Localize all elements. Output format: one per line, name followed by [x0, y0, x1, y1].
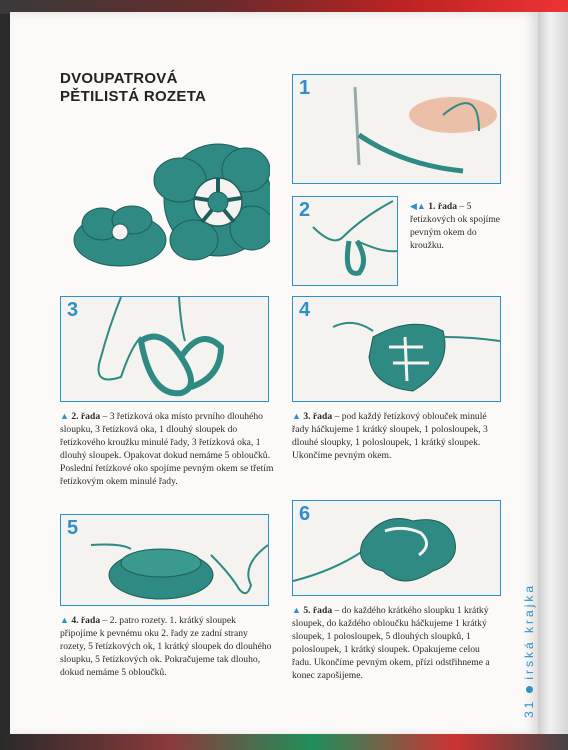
step-5-number: 5 [67, 517, 79, 539]
caption-4-body: – 2. patro rozety. 1. krátký sloupek připojíme k pevnému oku 2. řady ze zadní strany rozety, 5 řetízkových ok, 1 krátký sloupek do dlouhého sloupku, 5 řetízkových ok. Pokračujeme tak dlouho, dokud nemáme 5 obloučků. [60, 615, 272, 678]
book-edge-bottom [0, 734, 568, 750]
title-line-2: PĚTILISTÁ ROZETA [60, 88, 207, 105]
page-title [60, 70, 206, 106]
caption-marker-icon: ▲ [60, 615, 69, 625]
step-5-frame [60, 514, 269, 606]
step-5-photo [61, 515, 268, 605]
step-3-number: 3 [67, 299, 79, 321]
caption-3-body: – pod každý řetízkový oblouček minulé řady háčkujeme 1 krátký sloupek, 1 polosloupek, 3 dlouhé sloupky, 1 polosloupek, 1 krátký sloupek. Ukončíme pevným okem. [292, 411, 488, 461]
bullet-dot-icon [526, 686, 533, 693]
step-1-frame [292, 74, 501, 184]
step-1-number: 1 [299, 77, 311, 99]
step-6-number: 6 [299, 503, 311, 525]
caption-marker-icon: ▲ [292, 605, 301, 615]
caption-5-head: 5. řada [303, 605, 333, 616]
title-line-1: DVOUPATROVÁ [60, 70, 178, 87]
caption-2-head: 2. řada [71, 411, 101, 422]
caption-marker-icon: ▲ [60, 411, 69, 421]
step-2-frame [292, 196, 398, 286]
page-side-label [522, 583, 536, 718]
step-2-number: 2 [299, 199, 311, 221]
caption-1-head: 1. řada [428, 201, 458, 212]
step-6-photo [293, 501, 500, 595]
step-1-photo [293, 75, 500, 183]
section-name: irská krajka [522, 582, 536, 680]
step-3-photo [61, 297, 268, 401]
step-4-photo [293, 297, 500, 401]
caption-2-body: – 3 řetízková oka místo prvního dlouhého sloupku, 3 řetízková oka, 1 dlouhý sloupek do řetízkového kroužku minulé řady, 3 řetízková oka, 1 dlouhý sloupek. Opakovat dokud nemáme 5 obloučků. Poslední řetízkové oko spojíme pevným okem se třetím řetízkovým okem minulé řady. [60, 411, 274, 487]
caption-marker-icon: ◀▲ [410, 201, 426, 211]
caption-4-head: 4. řada [71, 615, 101, 626]
step-5-caption [292, 604, 492, 682]
finished-rosette-photo [60, 128, 270, 288]
book-edge-right [538, 12, 568, 736]
step-4-frame [292, 296, 501, 402]
step-3-caption [292, 410, 502, 462]
step-2-caption [60, 410, 275, 488]
caption-1-body: – 5 řetízkových ok spojíme pevným okem do kroužku. [410, 201, 501, 251]
caption-marker-icon: ▲ [292, 411, 301, 421]
step-6-frame [292, 500, 501, 596]
caption-5-body: – do každého krátkého sloupku 1 krátký sloupek, do každého obloučku háčkujeme 1 krátký sloupek, 1 polosloupek, 5 dlouhých sloupků, 1 polosloupek, 1 krátký sloupek. Opakujeme celou řadu. Ukončíme pevným okem, přízi odstřihneme a konec zapošijeme. [292, 605, 490, 681]
step-4-caption [60, 614, 275, 679]
step-1-caption [410, 200, 510, 252]
step-3-frame [60, 296, 269, 402]
caption-3-head: 3. řada [303, 411, 333, 422]
page-number: 31 [522, 698, 536, 718]
step-4-number: 4 [299, 299, 311, 321]
